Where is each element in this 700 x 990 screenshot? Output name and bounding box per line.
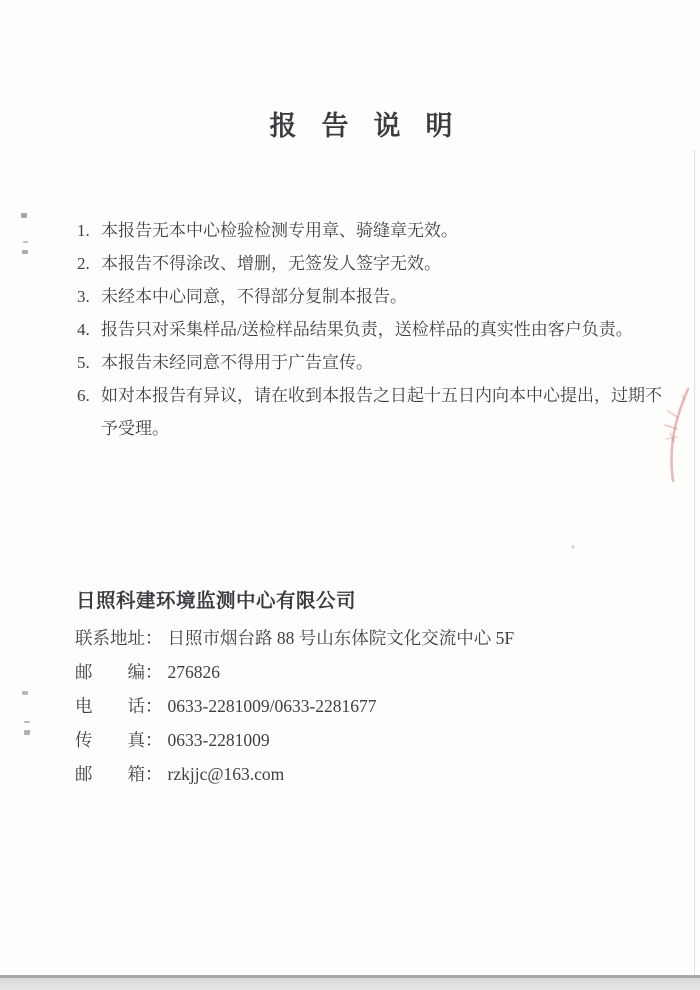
contact-email-row bbox=[75, 757, 514, 791]
note-text: 未经本中心同意，不得部分复制本报告。 bbox=[101, 287, 407, 306]
contact-value: 日照市烟台路 88 号山东体院文化交流中心 5F bbox=[167, 628, 515, 648]
contact-label: 传 真： bbox=[75, 730, 163, 750]
contact-label: 电 话： bbox=[75, 696, 163, 716]
scan-speck bbox=[24, 730, 30, 735]
contact-label: 邮 箱： bbox=[75, 764, 163, 784]
contact-fax-row bbox=[75, 723, 514, 757]
scan-speck bbox=[24, 721, 30, 723]
scanner-background-strip bbox=[0, 978, 700, 990]
list-item bbox=[77, 247, 667, 280]
scan-speck bbox=[22, 250, 28, 254]
note-number: 6. bbox=[77, 386, 90, 405]
company-name: 日照科建环境监测中心有限公司 bbox=[76, 591, 357, 612]
page-title: 报告说明 bbox=[269, 111, 478, 141]
note-text: 本报告不得涂改、增删，无签发人签字无效。 bbox=[101, 254, 441, 273]
contact-value: 0633-2281009 bbox=[167, 730, 270, 750]
scan-speck bbox=[23, 241, 28, 243]
contact-info-block bbox=[75, 621, 514, 791]
contact-phone-row bbox=[75, 689, 514, 723]
contact-zipcode-row bbox=[75, 655, 514, 689]
contact-label: 邮 编： bbox=[75, 662, 163, 682]
list-item bbox=[77, 379, 667, 445]
contact-value: 276826 bbox=[167, 662, 220, 682]
contact-label: 联系地址： bbox=[75, 628, 163, 648]
note-number: 5. bbox=[77, 353, 90, 372]
note-number: 3. bbox=[77, 287, 90, 306]
list-item bbox=[77, 280, 667, 313]
list-item bbox=[77, 214, 667, 247]
contact-value: 0633-2281009/0633-2281677 bbox=[167, 696, 377, 716]
scan-speck bbox=[21, 213, 27, 218]
note-number: 1. bbox=[77, 221, 90, 240]
scan-speck bbox=[22, 691, 28, 695]
note-text: 报告只对采集样品/送检样品结果负责，送检样品的真实性由客户负责。 bbox=[101, 320, 633, 339]
note-text: 如对本报告有异议，请在收到本报告之日起十五日内向本中心提出，过期不予受理。 bbox=[101, 386, 662, 438]
list-item bbox=[77, 346, 667, 379]
scan-speck bbox=[571, 545, 575, 549]
contact-address-row bbox=[75, 621, 514, 655]
note-text: 本报告无本中心检验检测专用章、骑缝章无效。 bbox=[101, 221, 458, 240]
note-text: 本报告未经同意不得用于广告宣传。 bbox=[101, 353, 373, 372]
report-notes-list bbox=[77, 214, 667, 445]
paper-right-edge bbox=[694, 150, 695, 978]
contact-value: rzkjjc@163.com bbox=[167, 764, 285, 784]
list-item bbox=[77, 313, 667, 346]
note-number: 2. bbox=[77, 254, 90, 273]
note-number: 4. bbox=[77, 320, 90, 339]
